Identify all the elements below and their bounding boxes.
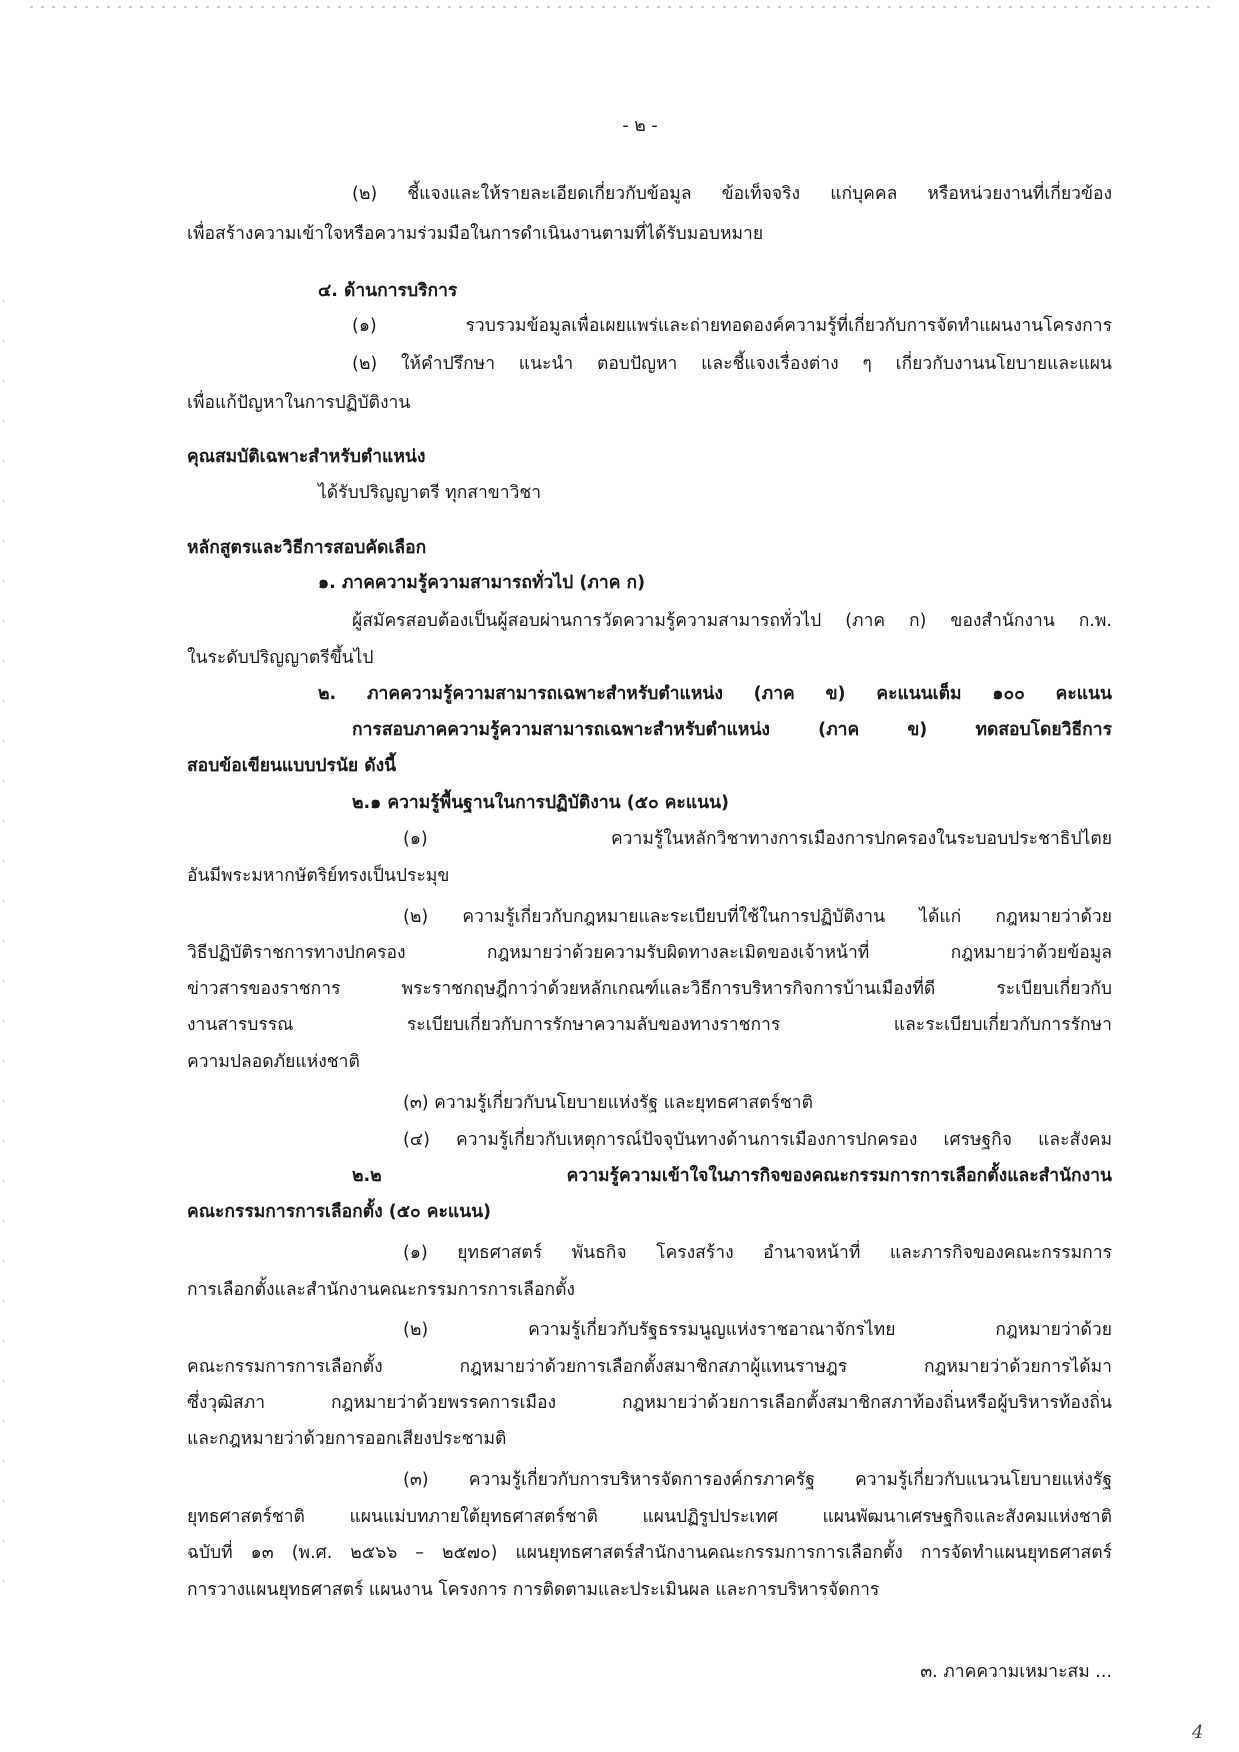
s22-item-3-line-3: ฉบับที่ ๑๓ (พ.ศ. ๒๕๖๖ – ๒๕๗๐) แผนยุทธศาสตร์สำนักงานคณะกรรมการการเลือกตั้ง การจัดทำแผนยุทธศาสตร์ (187, 1543, 1112, 1563)
service-item-2-line-1: (๒) ให้คำปรึกษา แนะนำ ตอบปัญหา และชี้แจงเรื่องต่าง ๆ เกี่ยวกับงานนโยบายและแผน (352, 354, 1112, 374)
s22-item-2-line-2: คณะกรรมการการเลือกตั้ง กฎหมายว่าด้วยการเลือกตั้งสมาชิกสภาผู้แทนราษฎร กฎหมายว่าด้วยการได้มา (187, 1357, 1112, 1377)
service-item-1: (๑) รวบรวมข้อมูลเพื่อเผยแพร่และถ่ายทอดองค์ความรู้ที่เกี่ยวกับการจัดทำแผนงานโครงการ (352, 316, 1112, 336)
service-heading: ๔. ด้านการบริการ (318, 281, 458, 301)
section-2-1-heading: ๒.๑ ความรู้พื้นฐานในการปฏิบัติงาน (๕๐ คะแนน) (352, 793, 730, 813)
page-number: - ๒ - (622, 116, 658, 136)
continuation-text: ๓. ภาคความเหมาะสม ... (920, 1662, 1112, 1682)
scan-artifact-top (30, 6, 1210, 8)
s21-item-2-line-4: งานสารบรรณ ระเบียบเกี่ยวกับการรักษาความลับของทางราชการ และระเบียบเกี่ยวกับการรักษา (187, 1015, 1112, 1035)
part-2-intro-line-1: การสอบภาคความรู้ความสามารถเฉพาะสำหรับตำแหน่ง (ภาค ข) ทดสอบโดยวิธีการ (352, 720, 1112, 740)
s22-item-1-line-2: การเลือกตั้งและสำนักงานคณะกรรมการการเลือกตั้ง (187, 1280, 575, 1300)
s21-item-3: (๓) ความรู้เกี่ยวกับนโยบายแห่งรัฐ และยุทธศาสตร์ชาติ (403, 1093, 813, 1113)
s22-item-3-line-2: ยุทธศาสตร์ชาติ แผนแม่บทภายใต้ยุทธศาสตร์ชาติ แผนปฏิรูปประเทศ แผนพัฒนาเศรษฐกิจและสังคมแห่งชาติ (187, 1507, 1112, 1527)
s22-item-2-line-4: และกฎหมายว่าด้วยการออกเสียงประชามติ (187, 1429, 507, 1449)
section-2-2-heading-line-1: ๒.๒ ความรู้ความเข้าใจในภารกิจของคณะกรรมการการเลือกตั้งและสำนักงาน (352, 1166, 1112, 1186)
s21-item-4: (๔) ความรู้เกี่ยวกับเหตุการณ์ปัจจุบันทางด้านการเมืองการปกครอง เศรษฐกิจ และสังคม (403, 1130, 1112, 1150)
s22-item-2-line-1: (๒) ความรู้เกี่ยวกับรัฐธรรมนูญแห่งราชอาณาจักรไทย กฎหมายว่าด้วย (403, 1320, 1112, 1340)
s21-item-2-line-1: (๒) ความรู้เกี่ยวกับกฎหมายและระเบียบที่ใช้ในการปฏิบัติงาน ได้แก่ กฎหมายว่าด้วย (403, 907, 1112, 927)
part-1-line-2: ในระดับปริญญาตรีขึ้นไป (187, 648, 374, 668)
service-item-2-line-2: เพื่อแก้ปัญหาในการปฏิบัติงาน (187, 393, 411, 413)
s21-item-2-line-5: ความปลอดภัยแห่งชาติ (187, 1052, 360, 1072)
part-2-intro-line-2: สอบข้อเขียนแบบปรนัย ดังนี้ (187, 756, 397, 776)
qualifications-heading: คุณสมบัติเฉพาะสำหรับตำแหน่ง (187, 447, 426, 467)
handwritten-page-mark: 4 (1192, 1722, 1204, 1743)
s22-item-3-line-4: การวางแผนยุทธศาสตร์ แผนงาน โครงการ การติดตามและประเมินผล และการบริหารจัดการ (187, 1580, 880, 1600)
s21-item-1-line-2: อันมีพระมหากษัตริย์ทรงเป็นประมุข (187, 866, 450, 886)
duty-item-2-line-2: เพื่อสร้างความเข้าใจหรือความร่วมมือในการดำเนินงานตามที่ได้รับมอบหมาย (187, 224, 764, 244)
part-1-heading: ๑. ภาคความรู้ความสามารถทั่วไป (ภาค ก) (318, 573, 646, 593)
part-1-line-1: ผู้สมัครสอบต้องเป็นผู้สอบผ่านการวัดความรู้ความสามารถทั่วไป (ภาค ก) ของสำนักงาน ก.พ. (352, 611, 1112, 631)
part-2-heading: ๒. ภาคความรู้ความสามารถเฉพาะสำหรับตำแหน่ง (ภาค ข) คะแนนเต็ม ๑๐๐ คะแนน (318, 684, 1112, 704)
s22-item-3-line-1: (๓) ความรู้เกี่ยวกับการบริหารจัดการองค์กรภาครัฐ ความรู้เกี่ยวกับแนวนโยบายแห่งรัฐ (403, 1470, 1112, 1490)
s22-item-2-line-3: ซึ่งวุฒิสภา กฎหมายว่าด้วยพรรคการเมือง กฎหมายว่าด้วยการเลือกตั้งสมาชิกสภาท้องถิ่นหรือผู้บริหารท้องถิ่น (187, 1393, 1112, 1413)
s21-item-2-line-2: วิธีปฏิบัติราชการทางปกครอง กฎหมายว่าด้วยความรับผิดทางละเมิดของเจ้าหน้าที่ กฎหมายว่าด้วยข้อมูล (187, 943, 1112, 963)
scan-artifact-left (3, 300, 4, 1600)
section-2-2-heading-line-2: คณะกรรมการการเลือกตั้ง (๕๐ คะแนน) (187, 1202, 492, 1222)
s22-item-1-line-1: (๑) ยุทธศาสตร์ พันธกิจ โครงสร้าง อำนาจหน้าที่ และภารกิจของคณะกรรมการ (403, 1243, 1112, 1263)
s21-item-1-line-1: (๑) ความรู้ในหลักวิชาทางการเมืองการปกครองในระบอบประชาธิปไตย (403, 829, 1112, 849)
s21-item-2-line-3: ข่าวสารของราชการ พระราชกฤษฎีกาว่าด้วยหลักเกณฑ์และวิธีการบริหารกิจการบ้านเมืองที่ดี ระเบียบเกี่ยวกับ (187, 979, 1112, 999)
duty-item-2-line-1: (๒) ชี้แจงและให้รายละเอียดเกี่ยวกับข้อมูล ข้อเท็จจริง แก่บุคคล หรือหน่วยงานที่เกี่ยวข้อง (352, 184, 1112, 204)
exam-heading: หลักสูตรและวิธีการสอบคัดเลือก (187, 538, 427, 558)
qualifications-text: ได้รับปริญญาตรี ทุกสาขาวิชา (318, 483, 542, 503)
